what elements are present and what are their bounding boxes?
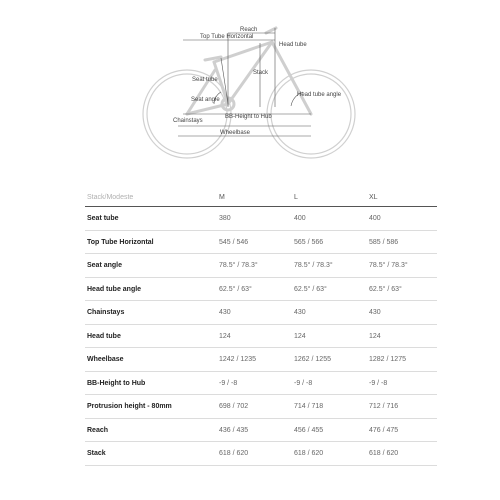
cell-m: 124: [219, 332, 231, 340]
cell-l: 430: [294, 309, 306, 316]
table-row: [85, 325, 437, 349]
cell-xl: 618 / 620: [369, 450, 399, 457]
cell-l: 62.5° / 63°: [294, 285, 327, 293]
table-row: [85, 207, 437, 231]
table-row: [85, 278, 437, 302]
table-header: [85, 190, 437, 207]
cell-xl: 712 / 716: [369, 403, 399, 410]
label-reach: Reach: [240, 27, 258, 33]
label-wheelbase: Wheelbase: [220, 130, 251, 136]
cell-m: 545 / 546: [219, 238, 249, 246]
row-label: Seat angle: [87, 262, 123, 269]
table-body: [85, 207, 437, 466]
header-size-l: L: [294, 194, 298, 201]
row-label: BB-Height to Hub: [87, 379, 146, 387]
row-label: Wheelbase: [87, 356, 124, 363]
row-label: Stack: [87, 450, 106, 457]
cell-l: 456 / 455: [294, 426, 324, 434]
cell-m: 698 / 702: [219, 403, 249, 410]
header-size-m: M: [219, 194, 225, 201]
cell-m: 436 / 435: [219, 426, 249, 434]
label-top-tube: Top Tube Horizontal: [200, 34, 254, 40]
cell-m: -9 / -8: [219, 379, 238, 387]
row-label: Seat tube: [87, 215, 119, 222]
label-head-tube: Head tube: [279, 42, 307, 48]
table-row: [85, 419, 437, 443]
cell-xl: 124: [369, 332, 381, 340]
cell-xl: -9 / -8: [369, 379, 388, 387]
cell-xl: 1282 / 1275: [369, 356, 406, 363]
row-label: Head tube: [87, 332, 121, 340]
cell-l: 565 / 566: [294, 238, 324, 246]
header-size-xl: XL: [369, 194, 378, 201]
row-label: Reach: [87, 426, 109, 434]
row-label: Protrusion height - 80mm: [87, 403, 172, 410]
cell-m: 430: [219, 309, 231, 316]
bike-geometry-diagram: [0, 0, 500, 160]
header-column-label: Stack/Modeste: [87, 194, 134, 201]
row-label: Top Tube Horizontal: [87, 238, 154, 246]
cell-xl: 476 / 475: [369, 426, 399, 434]
cell-xl: 62.5° / 63°: [369, 285, 402, 293]
table-row: [85, 254, 437, 278]
row-label: Head tube angle: [87, 285, 142, 293]
table-row: [85, 301, 437, 325]
cell-m: 78.5° / 78.3°: [219, 262, 258, 269]
row-label: Chainstays: [87, 309, 125, 316]
table-row: [85, 442, 437, 466]
cell-l: 714 / 718: [294, 403, 324, 410]
cell-m: 62.5° / 63°: [219, 285, 252, 293]
cell-l: -9 / -8: [294, 379, 313, 387]
cell-xl: 400: [369, 215, 381, 222]
label-head-tube-angle: Head tube angle: [297, 92, 342, 98]
cell-m: 618 / 620: [219, 450, 249, 457]
cell-m: 1242 / 1235: [219, 356, 256, 363]
label-chainstays: Chainstays: [173, 118, 203, 124]
table-row: [85, 348, 437, 372]
table-row: [85, 372, 437, 396]
cell-xl: 430: [369, 309, 381, 316]
label-bb-height: BB-Height to Hub: [225, 114, 272, 120]
cell-xl: 585 / 586: [369, 238, 399, 246]
cell-l: 78.5° / 78.3°: [294, 262, 333, 269]
table-row: [85, 231, 437, 255]
cell-l: 124: [294, 332, 306, 340]
cell-l: 1262 / 1255: [294, 356, 331, 363]
label-seat-angle: Seat angle: [191, 97, 220, 103]
table-row: [85, 395, 437, 419]
label-stack: Stack: [253, 70, 269, 76]
cell-xl: 78.5° / 78.3°: [369, 262, 408, 269]
geometry-table: [85, 190, 437, 466]
label-seat-tube: Seat tube: [192, 77, 218, 83]
cell-l: 618 / 620: [294, 450, 324, 457]
cell-l: 400: [294, 215, 306, 222]
cell-m: 380: [219, 215, 231, 222]
